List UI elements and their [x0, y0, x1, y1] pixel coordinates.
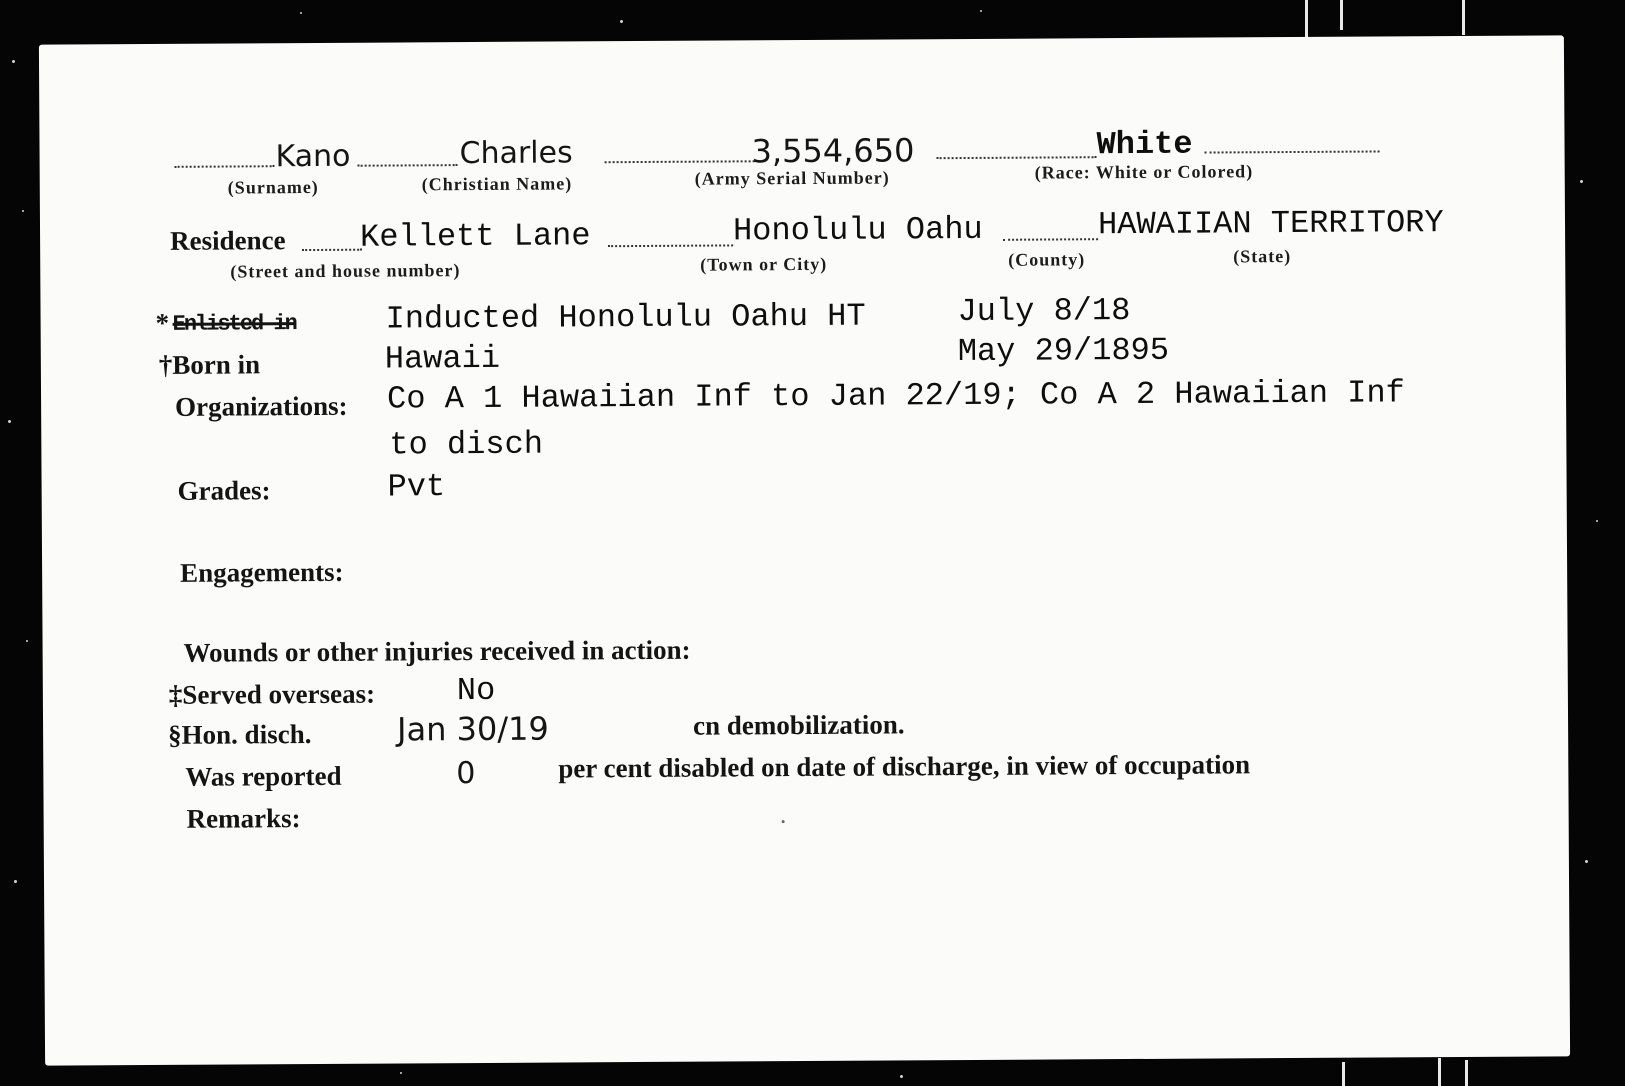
served-overseas-value: No — [456, 671, 496, 710]
state-value: HAWAIIAN TERRITORY — [1097, 204, 1444, 244]
remarks-label: Remarks: — [186, 803, 301, 834]
county-caption: (County) — [1008, 249, 1086, 270]
reported-label: Was reported — [185, 760, 342, 792]
scan-speckle — [22, 210, 24, 212]
scan-speckle — [14, 880, 17, 883]
scan-speckle — [1596, 520, 1598, 522]
scan-speckle — [300, 12, 302, 14]
discharge-label: §Hon. disch. — [168, 719, 312, 750]
organizations-value-line1: Co A 1 Hawaiian Inf to Jan 22/19; Co A 2 Hawaiian Inf — [386, 374, 1405, 418]
record-card — [39, 35, 1570, 1065]
scan-speckle — [8, 420, 11, 423]
scan-speckle — [26, 640, 28, 642]
dotted-leader — [358, 164, 458, 167]
scan-speckle — [980, 10, 982, 12]
scan-speckle — [620, 20, 623, 23]
scan-speckle — [1585, 860, 1588, 863]
born-value: Hawaii — [384, 339, 501, 378]
residence-label: Residence — [170, 225, 286, 256]
surname-caption: (Surname) — [227, 176, 319, 198]
christian-name-value: Charles — [459, 135, 573, 172]
wounds-label: Wounds or other injuries received in action: — [183, 634, 691, 668]
dotted-leader — [608, 244, 733, 247]
dotted-leader — [937, 156, 1097, 159]
surname-value: Kano — [275, 138, 351, 175]
dotted-leader — [1205, 150, 1380, 153]
discharge-date: Jan 30/19 — [396, 709, 549, 749]
born-date: May 29/1895 — [957, 331, 1170, 371]
reported-suffix: per cent disabled on date of discharge, in view of occupation — [558, 749, 1251, 784]
film-edge-line — [1342, 1062, 1345, 1086]
scan-speckle — [400, 1072, 402, 1074]
film-edge-line — [1465, 1060, 1468, 1086]
enlisted-label: Enlisted in — [172, 311, 296, 337]
organizations-value-line2: to disch — [389, 425, 544, 464]
serial-number-value: 3,554,650 — [751, 131, 915, 171]
organizations-label: Organizations: — [175, 390, 348, 422]
state-caption: (State) — [1233, 246, 1292, 267]
race-caption: (Race: White or Colored) — [1034, 161, 1254, 183]
town-value: Honolulu Oahu — [732, 210, 983, 250]
enlisted-marker: * — [155, 307, 170, 338]
grades-label: Grades: — [177, 475, 271, 506]
discharge-suffix: cn demobilization. — [692, 709, 905, 741]
served-overseas-label: ‡Served overseas: — [168, 678, 376, 710]
enlisted-value: Inducted Honolulu Oahu HT — [385, 297, 866, 338]
dotted-leader — [1003, 238, 1098, 241]
scan-speckle — [900, 1075, 903, 1078]
race-value: White — [1096, 125, 1193, 164]
scan-speckle — [782, 820, 785, 823]
reported-value: 0 — [456, 756, 476, 792]
scan-speckle — [1580, 180, 1583, 183]
engagements-label: Engagements: — [180, 556, 344, 588]
dotted-leader — [175, 165, 275, 168]
film-edge-line — [1340, 0, 1343, 30]
town-caption: (Town or City) — [700, 253, 828, 275]
film-edge-line — [1305, 0, 1308, 38]
enlisted-date: July 8/18 — [957, 292, 1131, 331]
street-caption: (Street and house number) — [230, 260, 461, 282]
born-label: †Born in — [158, 349, 261, 380]
serial-number-caption: (Army Serial Number) — [694, 167, 890, 189]
christian-name-caption: (Christian Name) — [421, 173, 573, 195]
dotted-leader — [605, 160, 755, 163]
dotted-leader — [302, 249, 362, 251]
scan-speckle — [12, 60, 15, 63]
street-value: Kellett Lane — [359, 217, 591, 256]
grades-value: Pvt — [387, 468, 446, 506]
film-edge-line — [1438, 1058, 1441, 1086]
film-edge-line — [1462, 0, 1465, 35]
